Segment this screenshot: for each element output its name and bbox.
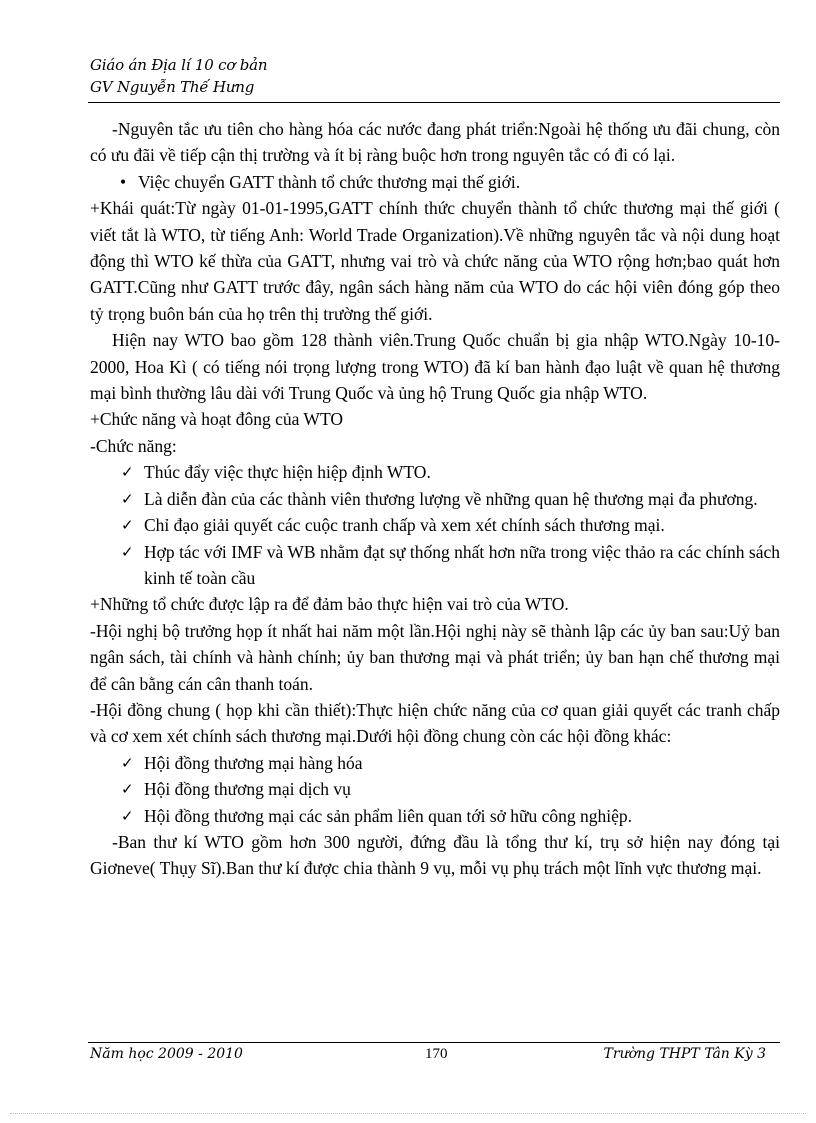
check-item-text: Thúc đẩy việc thực hiện hiệp định WTO. (144, 462, 431, 483)
page-header (90, 54, 780, 98)
check-item-text: Hợp tác với IMF và WB nhằm đạt sự thống nhất hơn nữa trong việc thảo ra các chính sách kinh tế toàn cầu (144, 541, 780, 588)
paragraph-overview: +Khái quát:Từ ngày 01-01-1995,GATT chính thức chuyển thành tổ chức thương mại thế giới ( viết tắt là WTO, từ tiếng Anh: World Trade Organization).Về những nguyên tắc và nội dung hoạt động thì WTO kế thừa của GATT, nhưng vai trò và chức năng của WTO rộng hơn;bao quát hơn GATT.Cũng như GATT trước đây, ngân sách hàng năm của WTO do các hội viên đóng góp theo tỷ trọng buôn bán của họ trên thị trường thế giới. (90, 198, 780, 324)
checkmark-icon: ✓ (121, 806, 134, 825)
page-footer (90, 1046, 780, 1070)
check-item (90, 486, 780, 512)
heading-functions: -Chức năng: (90, 435, 177, 456)
footer-divider (88, 1042, 780, 1043)
check-item (90, 539, 780, 592)
paragraph-members: Hiện nay WTO bao gồm 128 thành viên.Trung Quốc chuẩn bị gia nhập WTO.Ngày 10-10-2000, Hoa Kì ( có tiếng nói trọng lượng trong WTO) đã kí ban hành đạo luật về quan hệ thương mại bình thường lâu dài với Trung Quốc và ủng hộ Trung Quốc gia nhập WTO. (90, 330, 780, 404)
checkmark-icon: ✓ (121, 489, 134, 508)
check-item-text: Chỉ đạo giải quyết các cuộc tranh chấp và xem xét chính sách thương mại. (144, 515, 665, 536)
paragraph-organizations: +Những tổ chức được lập ra để đảm bảo thực hiện vai trò của WTO. (90, 594, 569, 615)
check-item (90, 459, 780, 485)
paragraph-ministerial-conference: -Hội nghị bộ trưởng họp ít nhất hai năm một lần.Hội nghị này sẽ thành lập các ủy ban sau:Uỷ ban ngân sách, tài chính và hành chính; ủy ban thương mại và phát triển; ủy ban hạn chế thương mại để cân bằng cán cân thanh toán. (90, 620, 780, 694)
footer-school-year: Năm học 2009 - 2010 (90, 1046, 243, 1062)
check-item-text: Hội đồng thương mại dịch vụ (144, 779, 351, 800)
heading-functions-activities: +Chức năng và hoạt đông của WTO (90, 409, 343, 430)
check-item (90, 803, 780, 829)
paragraph-priority-principle: -Nguyên tắc ưu tiên cho hàng hóa các nước đang phát triển:Ngoài hệ thống ưu đãi chung, còn có ưu đãi về tiếp cận thị trường và ít bị ràng buộc hơn trong nguyên tắc có đi có lại. (90, 119, 780, 166)
bullet-item (90, 169, 780, 195)
check-item (90, 750, 780, 776)
check-item (90, 776, 780, 802)
check-item-text: Hội đồng thương mại hàng hóa (144, 752, 363, 773)
checkmark-icon: ✓ (121, 780, 134, 799)
checkmark-icon: ✓ (121, 516, 134, 535)
paragraph-secretariat: -Ban thư kí WTO gồm hơn 300 người, đứng đầu là tổng thư kí, trụ sở hiện nay đóng tại Giơneve( Thụy Sĩ).Ban thư kí được chia thành 9 vụ, mỗi vụ phụ trách một lĩnh vực thương mại. (90, 831, 780, 879)
header-course-title: Giáo án Địa lí 10 cơ bản (90, 56, 268, 74)
bullet-item-text: Việc chuyển GATT thành tổ chức thương mại thế giới. (138, 171, 521, 192)
header-teacher-name: GV Nguyễn Thế Hưng (90, 78, 255, 96)
page-body (90, 116, 780, 882)
check-item-text: Là diễn đàn của các thành viên thương lượng về những quan hệ thương mại đa phương. (144, 488, 758, 509)
check-item-text: Hội đồng thương mại các sản phẩm liên quan tới sở hữu công nghiệp. (144, 805, 633, 826)
bullet-dot-icon: • (120, 171, 127, 192)
checkmark-icon: ✓ (121, 542, 134, 561)
paragraph-general-council: -Hội đồng chung ( họp khi cần thiết):Thực hiện chức năng của cơ quan giải quyết các tranh chấp và cơ xem xét chính sách thương mại.Dưới hội đồng chung còn các hội đồng khác: (90, 699, 780, 747)
checkmark-icon: ✓ (121, 753, 134, 772)
header-divider (88, 102, 780, 103)
page-bottom-dotted-line (10, 1113, 806, 1114)
footer-school-name: Trường THPT Tân Kỳ 3 (603, 1046, 766, 1062)
checkmark-icon: ✓ (121, 463, 134, 482)
check-item (90, 512, 780, 538)
page-number: 170 (425, 1046, 448, 1062)
